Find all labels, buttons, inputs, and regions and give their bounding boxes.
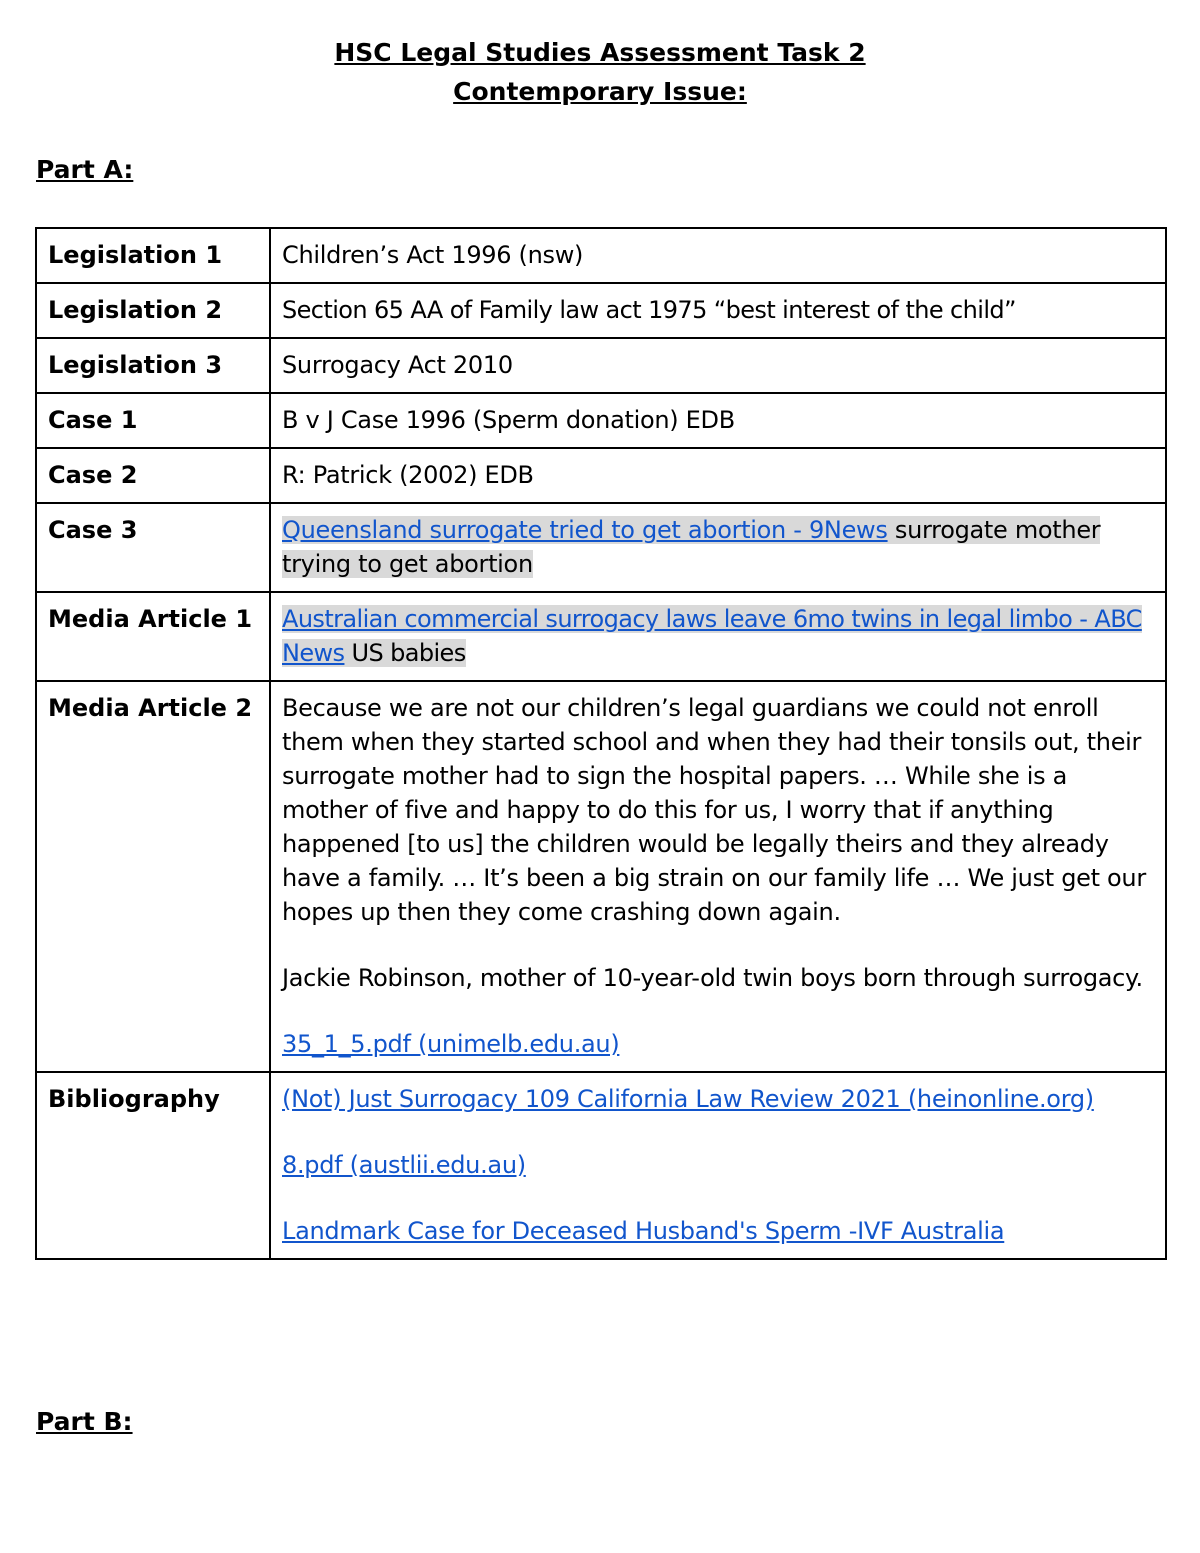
row-label: Legislation 3 [36,338,270,393]
row-label: Legislation 2 [36,283,270,338]
document-subtitle: Contemporary Issue: [453,77,747,106]
table-row [36,592,1166,681]
row-label: Case 1 [36,393,270,448]
row-label: Case 2 [36,448,270,503]
row-label: Media Article 2 [36,681,270,1072]
media2-quote: Because we are not our children’s legal guardians we could not enroll them when they started school and when they had their tonsils out, their surrogate mother had to sign the hospital papers. … While she is a mother of five and happy to do this for us, I worry that if anything happened [to us] the children would be legally theirs and they already have a family. … It’s been a big strain on our family life … We just get our hopes up then they come crashing down again. [282,694,1146,926]
table-row [36,393,1166,448]
highlighted-text [282,516,1100,578]
row-label: Media Article 1 [36,592,270,681]
table-row [36,503,1166,592]
row-value: Surrogacy Act 2010 [270,338,1166,393]
bibliography-link[interactable]: Landmark Case for Deceased Husband's Sperm -IVF Australia [282,1217,1005,1245]
highlighted-text [282,605,1142,667]
row-value [270,503,1166,592]
row-value [270,681,1166,1072]
row-value [270,592,1166,681]
row-label: Bibliography [36,1072,270,1259]
table-row [36,283,1166,338]
table-row [36,681,1166,1072]
bibliography-link[interactable]: 8.pdf (austlii.edu.au) [282,1151,526,1179]
bibliography-link[interactable]: (Not) Just Surrogacy 109 California Law Review 2021 (heinonline.org) [282,1085,1094,1113]
document-title: HSC Legal Studies Assessment Task 2 [334,38,866,67]
media1-link[interactable]: Australian commercial surrogacy laws leave 6mo twins in legal limbo - ABC News [282,605,1142,667]
table-row [36,448,1166,503]
case3-link[interactable]: Queensland surrogate tried to get abortion - 9News [282,516,888,544]
row-value: B v J Case 1996 (Sperm donation) EDB [270,393,1166,448]
media1-note: US babies [344,639,466,667]
media2-attribution: Jackie Robinson, mother of 10-year-old twin boys born through surrogacy. [282,964,1143,992]
table-row [36,338,1166,393]
resource-table [35,227,1167,1260]
part-a-heading: Part A: [36,155,134,184]
table-row [36,1072,1166,1259]
row-value: Children’s Act 1996 (nsw) [270,228,1166,283]
row-label: Legislation 1 [36,228,270,283]
part-b-heading: Part B: [36,1407,133,1436]
row-value: R: Patrick (2002) EDB [270,448,1166,503]
media2-link[interactable]: 35_1_5.pdf (unimelb.edu.au) [282,1030,620,1058]
row-value [270,1072,1166,1259]
row-value: Section 65 AA of Family law act 1975 “best interest of the child” [270,283,1166,338]
row-label: Case 3 [36,503,270,592]
case3-note: surrogate mother trying to get abortion [282,516,1101,578]
table-row [36,228,1166,283]
